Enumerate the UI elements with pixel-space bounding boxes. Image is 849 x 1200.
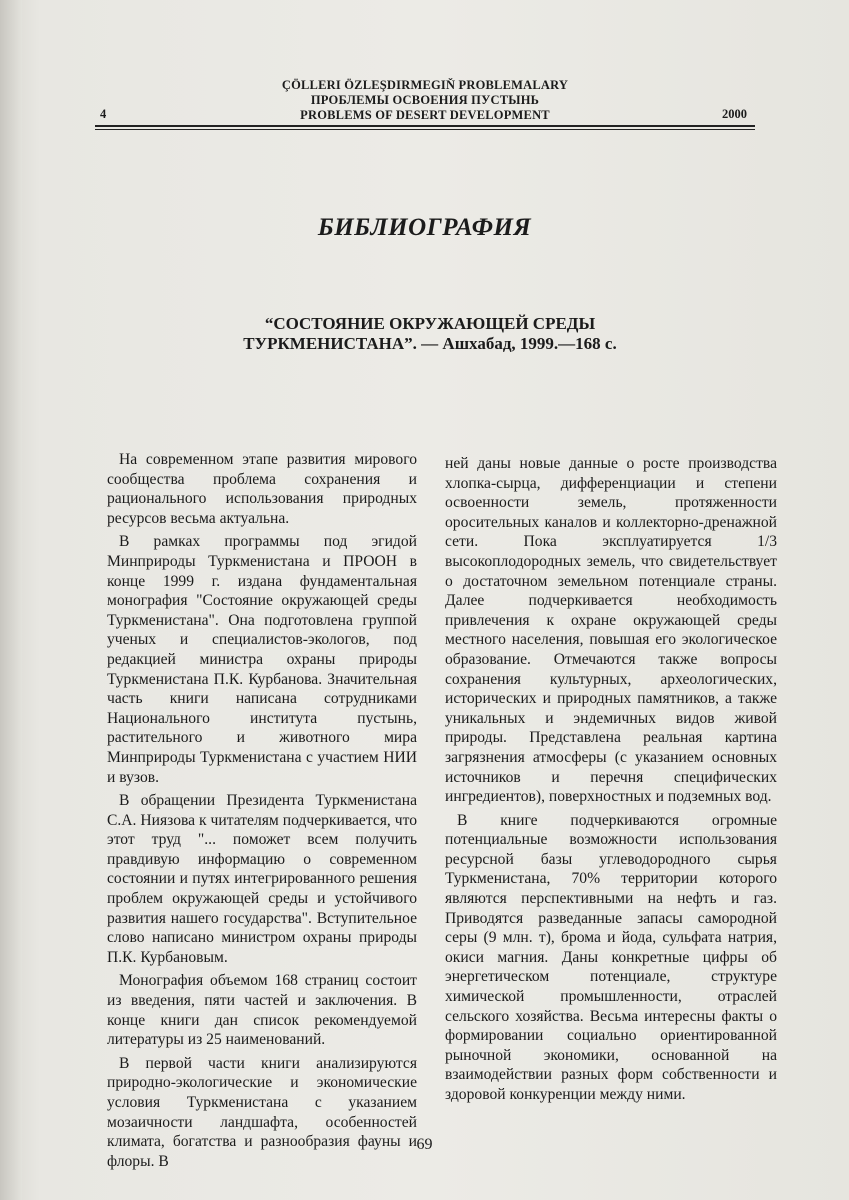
header-rule-thick [95,125,755,127]
journal-titles [95,78,755,123]
header-rule-thin [95,129,755,130]
issue-year: 2000 [722,107,747,121]
journal-title-turkmen: ÇÖLLERI ÖZLEŞDIRMEGIŇ PROBLEMALARY [281,78,569,92]
left-column [107,450,417,1175]
journal-title-english: PROBLEMS OF DESERT DEVELOPMENT [300,108,550,122]
paragraph: В первой части книги анализируются природно-экологические и экономические условия Туркменистана с указанием мозаичности ландшафта, особенностей климата, богатства и разнообразия фауны и флоры. В [107,1054,417,1170]
running-header [95,78,755,130]
page-number: 69 [416,1136,433,1153]
book-title [190,314,670,354]
book-title-line-1: “СОСТОЯНИЕ ОКРУЖАЮЩЕЙ СРЕДЫ [264,314,596,333]
issue-number: 4 [100,107,107,121]
paragraph: В обращении Президента Туркменистана С.А. Ниязова к читателям подчеркивается, что этот труд "... поможет всем получить правдивую информацию о современном состоянии и путях интегрированного решения проблем окружающей среды и устойчивого развития нашего государства". Вступительное слово написано министром охраны природы П.К. Курбановым. [107,792,417,966]
paragraph: Монография объемом 168 страниц состоит из введения, пяти частей и заключения. В конце книги дан список рекомендуемой литературы из 25 наименований. [107,972,417,1049]
paragraph: В рамках программы под эгидой Минприроды Туркменистана и ПРООН в конце 1999 г. издана фундаментальная монография "Состояние окружающей среды Туркменистана". Она подготовлена группой ученых и специалистов-экологов, под редакцией министра охраны природы Туркменистана П.К. Курбанова. Значительная часть книги написана сотрудниками Национального института пустынь, растительного и животного мира Минприроды Туркменистана с участием НИИ и вузов. [107,533,417,786]
journal-title-russian: ПРОБЛЕМЫ ОСВОЕНИЯ ПУСТЫНЬ [310,93,540,107]
right-column [445,454,777,1109]
paragraph: В книге подчеркиваются огромные потенциальные возможности использования ресурсной базы углеводородного сырья Туркменистана, 70% территории которого являются перспективными на нефть и газ. Приводятся разведанные запасы самородной серы (9 млн. т), брома и йода, сульфата натрия, окиси магния. Даны конкретные цифры об энергетическом потенциале, структуре химической промышленности, отраслей сельского хозяйства. Весьма интересны факты о формировании социально ориентированной рыночной экономики, основанной на взаимодействии разных форм собственности и здоровой конкуренции между ними. [445,811,777,1103]
paragraph: На современном этапе развития мирового сообщества проблема сохранения и рационального использования природных ресурсов весьма актуальна. [107,451,417,527]
section-title: БИБЛИОГРАФИЯ [317,214,532,241]
paragraph-continued: ней даны новые данные о росте производства хлопка-сырца, дифференциации и степени освоенности земель, протяженности оросительных каналов и коллекторно-дренажной сети. Пока эксплуатируется 1/3 высокоплодородных земель, что свидетельствует о достаточном земельном потенциале страны. Далее подчеркивается необходимость привлечения к охране окружающей среды местного населения, повышая его экологическое образование. Отмечаются также вопросы сохранения культурных, археологических, исторических и природных памятников, а также уникальных и эндемичных видов живой природы. Представлена реальная картина загрязнения атмосферы (с указанием основных источников и перечня специфических ингредиентов), поверхностных и подземных вод. [445,455,777,806]
page-spine-shadow [0,0,22,1200]
book-title-line-2: ТУРКМЕНИСТАНА”. — Ашхабад, 1999.—168 с. [243,334,617,353]
